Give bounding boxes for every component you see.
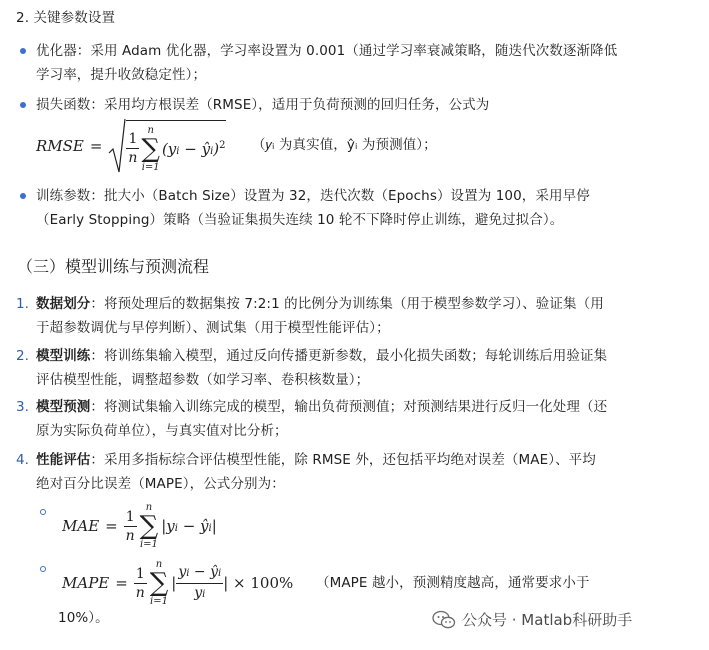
- equals-sign: =: [115, 574, 128, 592]
- sum-icon: n ∑ i=1: [149, 559, 169, 607]
- sqrt-icon: [108, 117, 126, 175]
- rmse-term: (yi − ŷi)$^2$: [161, 139, 226, 158]
- fraction: yi − ŷi yi: [178, 563, 222, 601]
- step-title: 性能评估: [36, 452, 91, 468]
- equals-sign: =: [89, 137, 103, 155]
- step-text: ：采用多指标综合评估模型性能，除 RMSE 外，还包括平均绝对误差（MAE）、平均: [90, 452, 596, 468]
- step-line2: 评估模型性能，调整超参数（如学习率、卷积核数量）；: [36, 372, 370, 388]
- wechat-icon: [432, 610, 456, 630]
- step-text: ：将测试集输入训练完成的模型，输出负荷预测值；对预测结果进行反归一化处理（还: [90, 399, 608, 415]
- loss-line1: 损失函数：采用均方根误差（RMSE），适用于负荷预测的回归任务，公式为: [36, 97, 490, 113]
- step-line2: 于超参数调优与早停判断）、测试集（用于模型性能评估）；: [36, 320, 390, 336]
- sqrt-body: [126, 120, 225, 174]
- step-number: 4.: [16, 452, 29, 468]
- sum-icon: n ∑ i=1: [139, 502, 159, 550]
- mape-note-line2: 10%）。: [58, 610, 109, 626]
- section-heading: 2. 关键参数设置: [16, 10, 116, 26]
- fraction: $\frac{1}{n}$: [125, 508, 135, 544]
- step-title: 模型训练: [36, 348, 91, 364]
- optimizer-line2: 学习率，提升收敛稳定性）；: [36, 67, 207, 83]
- mae-label: MAE: [62, 517, 100, 535]
- step-line1: [36, 291, 604, 317]
- step-number: 1.: [16, 296, 29, 312]
- section3-title: （三）模型训练与预测流程: [17, 257, 210, 276]
- sum-icon: n ∑ i=1: [141, 124, 160, 173]
- step-text: ：将训练集输入模型，通过反向传播更新参数，最小化损失函数；每轮训练后用验证集: [90, 348, 608, 364]
- mape-note: （MAPE 越小，预测精度越高，通常要求小于: [316, 575, 590, 591]
- fraction: 1 n: [128, 131, 138, 166]
- step-line1: [36, 447, 596, 473]
- step-title: 模型预测: [36, 399, 91, 415]
- step-text: ：将预处理后的数据集按 7:2:1 的比例分为训练集（用于模型参数学习）、验证集（用: [90, 296, 604, 312]
- step-title: 数据划分: [36, 296, 91, 312]
- step-line2: 原为实际负荷单位），与真实值对比分析；: [36, 423, 288, 439]
- rmse-formula: [36, 116, 226, 176]
- sub-bullet-ring: [40, 566, 46, 572]
- watermark: [432, 609, 632, 630]
- bullet-dot: [20, 193, 26, 199]
- step-line1: [36, 343, 607, 369]
- watermark-text: 公众号 · Matlab科研助手: [462, 611, 633, 629]
- optimizer-line1: 优化器：采用 Adam 优化器，学习率设置为 0.001（通过学习率衰减策略，随迭代次数逐渐降低: [36, 43, 618, 59]
- step-number: 3.: [16, 399, 29, 415]
- mae-term: |yi − ŷi|: [161, 517, 217, 535]
- bullet-dot: [20, 102, 26, 108]
- bullet-dot: [20, 48, 26, 54]
- step-number: 2.: [16, 348, 29, 364]
- rmse-label: RMSE: [36, 137, 84, 155]
- training-line1: 训练参数：批大小（Batch Size）设置为 32，迭代次数（Epochs）设置为 100，采用早停: [36, 188, 590, 204]
- step-line1: [36, 394, 607, 420]
- rmse-note: （𝑦ᵢ 为真实值，ŷᵢ 为预测值）；: [252, 137, 437, 153]
- step-line2: 绝对百分比误差（MAPE），公式分别为：: [36, 476, 285, 492]
- sub-bullet-ring: [40, 509, 46, 515]
- mape-tail: | × 100%: [223, 574, 294, 592]
- fraction: $\frac{1}{n}$: [135, 565, 145, 601]
- mae-formula: [62, 500, 217, 552]
- abs-bar: |: [171, 574, 177, 592]
- training-line2: （Early Stopping）策略（当验证集损失连续 10 轮不下降时停止训练，避免过拟合）。: [36, 212, 564, 228]
- mape-label: MAPE: [62, 574, 110, 592]
- mape-formula: [62, 556, 293, 610]
- equals-sign: =: [105, 517, 118, 535]
